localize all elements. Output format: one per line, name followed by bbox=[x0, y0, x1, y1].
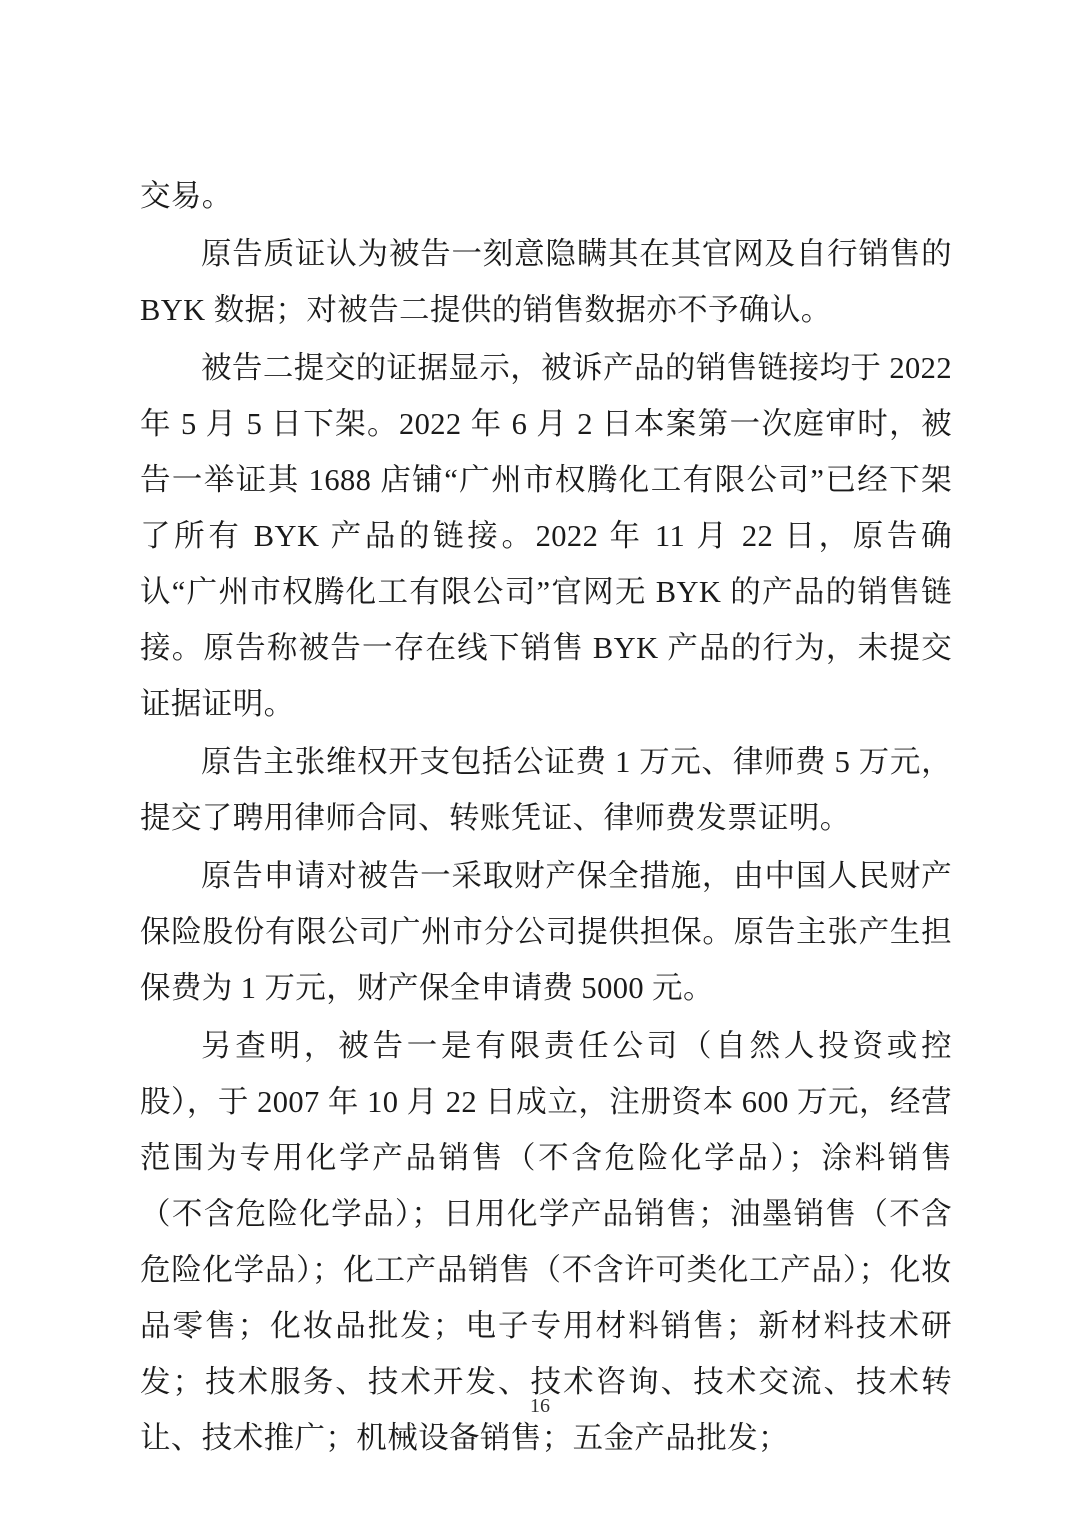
paragraph: 交易。 bbox=[140, 179, 233, 213]
paragraph: 原告质证认为被告一刻意隐瞒其在其官网及自行销售的 BYK 数据；对被告二提供的销售数据亦不予确认。 bbox=[140, 237, 952, 327]
paragraph: 原告主张维权开支包括公证费 1 万元、律师费 5 万元，提交了聘用律师合同、转账凭证、律师费发票证明。 bbox=[140, 745, 952, 835]
paragraph: 原告申请对被告一采取财产保全措施，由中国人民财产保险股份有限公司广州市分公司提供担保。原告主张产生担保费为 1 万元，财产保全申请费 5000 元。 bbox=[140, 859, 952, 1005]
document-body bbox=[140, 168, 952, 1468]
paragraph: 被告二提交的证据显示，被诉产品的销售链接均于 2022 年 5 月 5 日下架。2022 年 6 月 2 日本案第一次庭审时，被告一举证其 1688 店铺“广州市权腾化工有限公司”已经下架了所有 BYK 产品的链接。2022 年 11 月 22 日，原告确认“广州市权腾化工有限公司”官网无 BYK 的产品的销售链接。原告称被告一存在线下销售 BYK 产品的行为，未提交证据证明。 bbox=[140, 351, 952, 721]
paragraph: 另查明，被告一是有限责任公司（自然人投资或控股），于 2007 年 10 月 22 日成立，注册资本 600 万元，经营范围为专用化学产品销售（不含危险化学品）；涂料销售（不含危险化学品）；日用化学产品销售；油墨销售（不含危险化学品）；化工产品销售（不含许可类化工产品）；化妆品零售；化妆品批发；电子专用材料销售；新材料技术研发；技术服务、技术开发、技术咨询、技术交流、技术转让、技术推广；机械设备销售；五金产品批发； bbox=[140, 1029, 952, 1455]
page-number: 16 bbox=[530, 1395, 550, 1417]
